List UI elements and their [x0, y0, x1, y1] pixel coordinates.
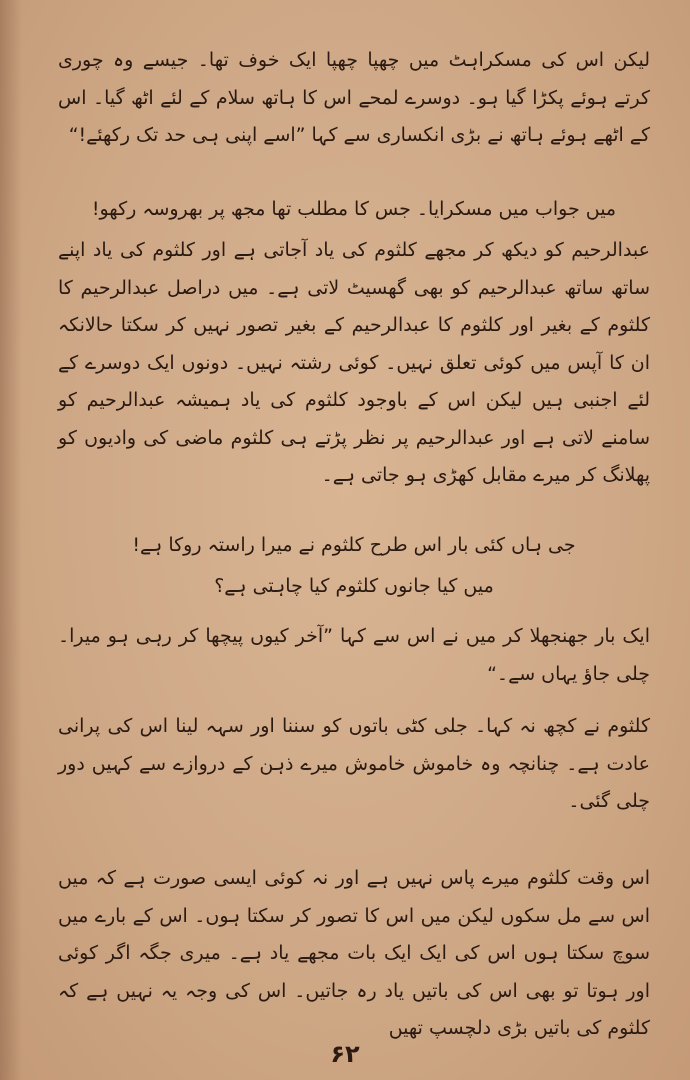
paragraph-5: [58, 568, 650, 606]
paragraph-8: [58, 860, 650, 1048]
paragraph-2: [58, 191, 650, 229]
page-number: ۶۲: [330, 1040, 360, 1068]
paragraph-6: [58, 618, 650, 693]
paragraph-text: کلثوم نے کچھ نہ کہا۔ جلی کٹی باتوں کو سننا اور سہہ لینا اس کی پرانی عادت ہے۔ چنانچہ وہ خاموش خاموش میرے ذہن کے دروازے سے کہیں دور چلی گئی۔: [58, 715, 650, 812]
paragraph-3: [58, 232, 650, 495]
paragraph-text: میں کیا جانوں کلثوم کیا چاہتی ہے؟: [214, 575, 494, 597]
paragraph-text: اس وقت کلثوم میرے پاس نہیں ہے اور نہ کوئی ایسی صورت ہے کہ میں اس سے مل سکوں لیکن میں اس کا تصور کر سکتا ہوں۔ اس کے بارے میں سوچ سکتا ہوں اس کی ایک ایک بات مجھے یاد ہے۔ میری جگہ اگر کوئی اور ہوتا تو بھی اس کی باتیں یاد رہ جاتیں۔ اس کی وجہ یہ نہیں ہے کہ کلثوم کی باتیں بڑی دلچسپ تھیں: [58, 867, 650, 1039]
paragraph-text: جی ہاں کئی بار اس طرح کلثوم نے میرا راستہ روکا ہے!: [132, 534, 576, 556]
paragraph-text: عبدالرحیم کو دیکھ کر مجھے کلثوم کی یاد آجاتی ہے اور کلثوم کی یاد اپنے ساتھ ساتھ عبدالرحیم کو بھی گھسیٹ لاتی ہے۔ میں دراصل عبدالرحیم کا کلثوم کے بغیر اور کلثوم کا عبدالرحیم کے بغیر تصور نہیں کر سکتا حالانکہ ان کا آپس میں کوئی تعلق نہیں۔ کوئی رشتہ نہیں۔ دونوں ایک دوسرے کے لئے اجنبی ہیں لیکن اس کے باوجود کلثوم کی یاد ہمیشہ عبدالرحیم کو سامنے لاتی ہے اور عبدالرحیم پر نظر پڑتے ہی کلثوم ماضی کی وادیوں کو پھلانگ کر میرے مقابل کھڑی ہو جاتی ہے۔: [58, 239, 650, 486]
paragraph-text: ایک بار جھنجھلا کر میں نے اس سے کہا ”آخر کیوں پیچھا کر رہی ہو میرا۔ چلی جاؤ یہاں سے۔“: [58, 625, 650, 685]
paragraph-1: [58, 42, 650, 155]
page-binding-shadow: [0, 0, 22, 1080]
paragraph-7: [58, 708, 650, 821]
paragraph-text: لیکن اس کی مسکراہٹ میں چھپا چھپا ایک خوف تھا۔ جیسے وہ چوری کرتے ہوئے پکڑا گیا ہو۔ دوسرے لمحے اس کا ہاتھ سلام کے لئے اٹھ گیا۔ اس کے اٹھے ہوئے ہاتھ نے بڑی انکساری سے کہا ”اسے اپنی ہی حد تک رکھئے!“: [58, 49, 650, 146]
paragraph-4: [58, 527, 650, 565]
paragraph-text: میں جواب میں مسکرایا۔ جس کا مطلب تھا مجھ پر بھروسہ رکھو!: [91, 198, 617, 220]
